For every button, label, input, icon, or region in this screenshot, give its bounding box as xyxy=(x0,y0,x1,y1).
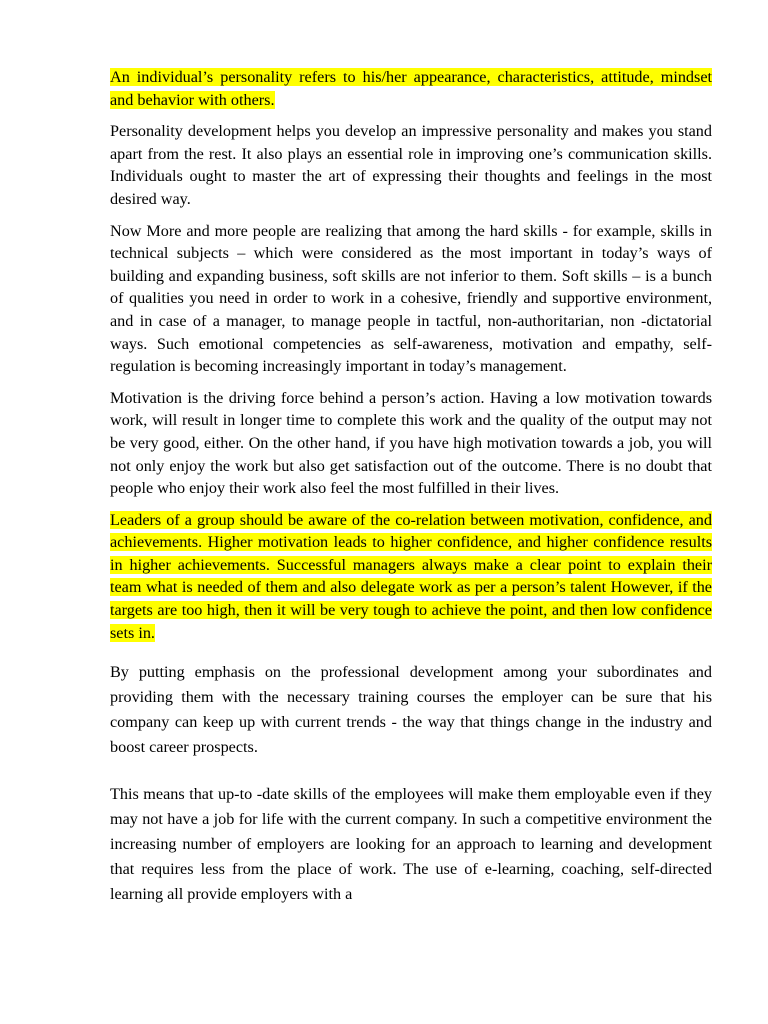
highlighted-text: An individual’s personality refers to his/her appearance, characteristics, attitude, mindset and behavior with others. xyxy=(110,68,712,109)
paragraph-leaders xyxy=(110,509,712,645)
paragraph-professional-development: By putting emphasis on the professional development among your subordinates and providing them with the necessary training courses the employer can be sure that his company can keep up with current trends - the way that things change in the industry and boost career prospects. xyxy=(110,663,712,757)
paragraph-motivation: Motivation is the driving force behind a person’s action. Having a low motivation towards work, will result in longer time to complete this work and the quality of the output may not be very good, either. On the other hand, if you have high motivation towards a job, you will not only enjoy the work but also get satisfaction out of the outcome. There is no doubt that people who enjoy their work also feel the most fulfilled in their lives. xyxy=(110,388,712,498)
paragraph-soft-skills: Now More and more people are realizing that among the hard skills - for example, skills in technical subjects – which were considered as the most important in today’s ways of building and expanding business, soft skills are not inferior to them. Soft skills – is a bunch of qualities you need in order to work in a cohesive, friendly and supportive environment, and in case of a manager, to manage people in tactful, non-authoritarian, non -dictatorial ways. Such emotional competencies as self-awareness, motivation and empathy, self-regulation is becoming increasingly important in today’s management. xyxy=(110,221,712,376)
highlighted-text: Leaders of a group should be aware of the co-relation between motivation, confidence, and achievements. Higher motivation leads to higher confidence, and higher confidence results in higher achievements. Successful managers always make a clear point to explain their team what is needed of them and also delegate work as per a person’s talent However, if the targets are too high, then it will be very tough to achieve the point, and then low confidence sets in. xyxy=(110,510,712,642)
paragraph-up-to-date-skills: This means that up-to -date skills of the employees will make them employable even if they may not have a job for life with the current company. In such a competitive environment the increasing number of employers are looking for an approach to learning and development that requires less from the place of work. The use of e-learning, coaching, self-directed learning all provide employers with a xyxy=(110,785,712,904)
paragraph-personality-definition xyxy=(110,66,712,111)
document-page xyxy=(110,66,712,916)
paragraph-personality-development: Personality development helps you develop an impressive personality and makes you stand apart from the rest. It also plays an essential role in improving one’s communication skills. Individuals ought to master the art of expressing their thoughts and feelings in the most desired way. xyxy=(110,122,712,208)
